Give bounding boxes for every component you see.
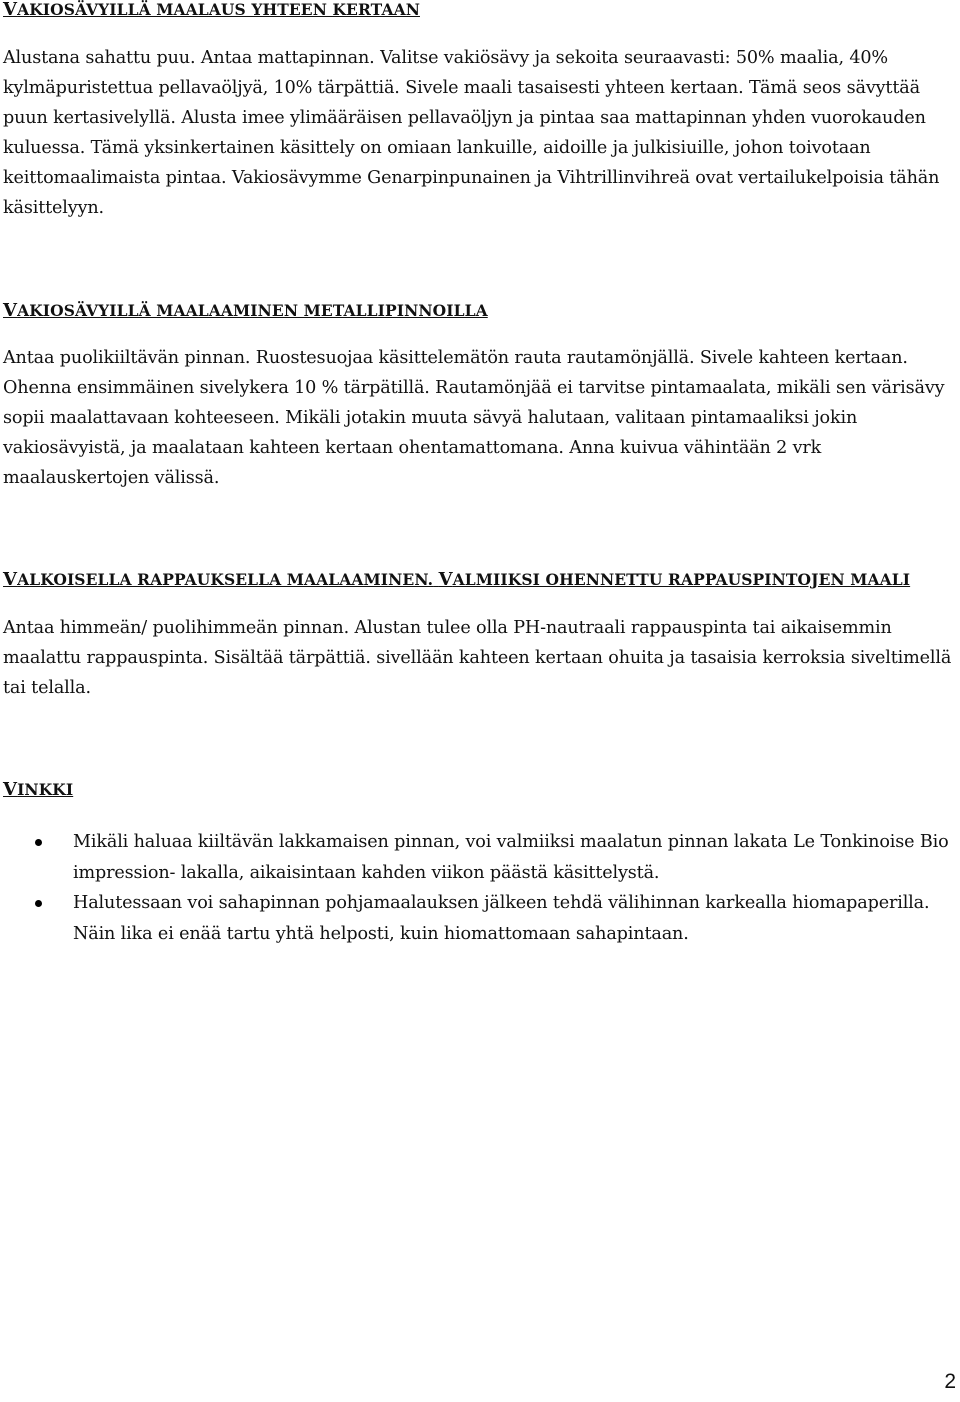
tips-list xyxy=(3,827,953,949)
section-heading: VALKOISELLA RAPPAUKSELLA MAALAAMINEN. VALMIIKSI OHENNETTU RAPPAUSPINTOJEN MAALI xyxy=(3,569,911,590)
section-heading: VAKIOSÄVYILLÄ MAALAUS YHTEEN KERTAAN xyxy=(3,0,420,20)
section-heading: VINKKI xyxy=(3,779,74,800)
section-tips xyxy=(3,779,953,944)
section-heading: VAKIOSÄVYILLÄ MAALAAMINEN METALLIPINNOILLA xyxy=(3,300,488,321)
section-paragraph: Alustana sahattu puu. Antaa mattapinnan. Valitse vakiösävy ja sekoita seuraavasti: 50% maalia, 40% kylmäpuristettua pellavaöljyä, 10% tärpättiä. Sivele maali tasaisesti yhteen kertaan. Tämä seos sävyttää puun kertasivelyllä. Alusta imee ylimääräisen pellavaöljyn ja pintaa saa mattapinnan yhden vuorokauden kuluessa. Tämä yksinkertainen käsittely on omiaan lankuille, aidoille ja julkisiuille, johon toivotaan keittomaalimaista pintaa. Vakiosävymme Genarpinpunainen ja Vihtrillinvihreä ovat vertailukelpoisia tähän käsittelyyn. xyxy=(3,48,940,218)
section-metal-surfaces xyxy=(3,300,953,493)
section-paragraph: Antaa puolikiiltävän pinnan. Ruostesuojaa käsittelemätön rauta rautamönjällä. Sivele kahteen kertaan. Ohenna ensimmäinen sivelykera 10 % tärpätillä. Rautamönjää ei tarvitse pintamaalata, mikäli sen värisävy sopii maalattavaan kohteeseen. Mikäli jotakin muuta sävyä halutaan, valitaan pintamaaliksi jokin vakiosävyistä, ja maalataan kahteen kertaan ohentamattomana. Anna kuivua vähintään 2 vrk maalauskertojen välissä. xyxy=(3,348,945,488)
page-number: 2 xyxy=(944,1370,956,1393)
bullet-icon xyxy=(35,900,42,907)
section-paragraph: Antaa himmeän/ puolihimmeän pinnan. Alustan tulee olla PH-nautraali rappauspinta tai aikaisemmin maalattu rappauspinta. Sisältää tärpättiä. sivellään kahteen kertaan ohuita ja tasaisia kerroksia siveltimellä tai telalla. xyxy=(3,618,952,698)
bullet-icon xyxy=(35,839,42,846)
list-item xyxy=(3,888,953,949)
section-single-coat xyxy=(3,0,953,223)
list-item xyxy=(3,827,953,888)
section-plaster-surfaces xyxy=(3,569,953,703)
tip-text: Halutessaan voi sahapinnan pohjamaalauksen jälkeen tehdä välihinnan karkealla hiomapaperilla. Näin lika ei enää tartu yhtä helposti, kuin hiomattomaan sahapintaan. xyxy=(73,893,930,944)
tip-text: Mikäli haluaa kiiltävän lakkamaisen pinnan, voi valmiiksi maalatun pinnan lakata Le Tonkinoise Bio impression- lakalla, aikaisintaan kahden viikon päästä käsittelystä. xyxy=(73,832,949,883)
